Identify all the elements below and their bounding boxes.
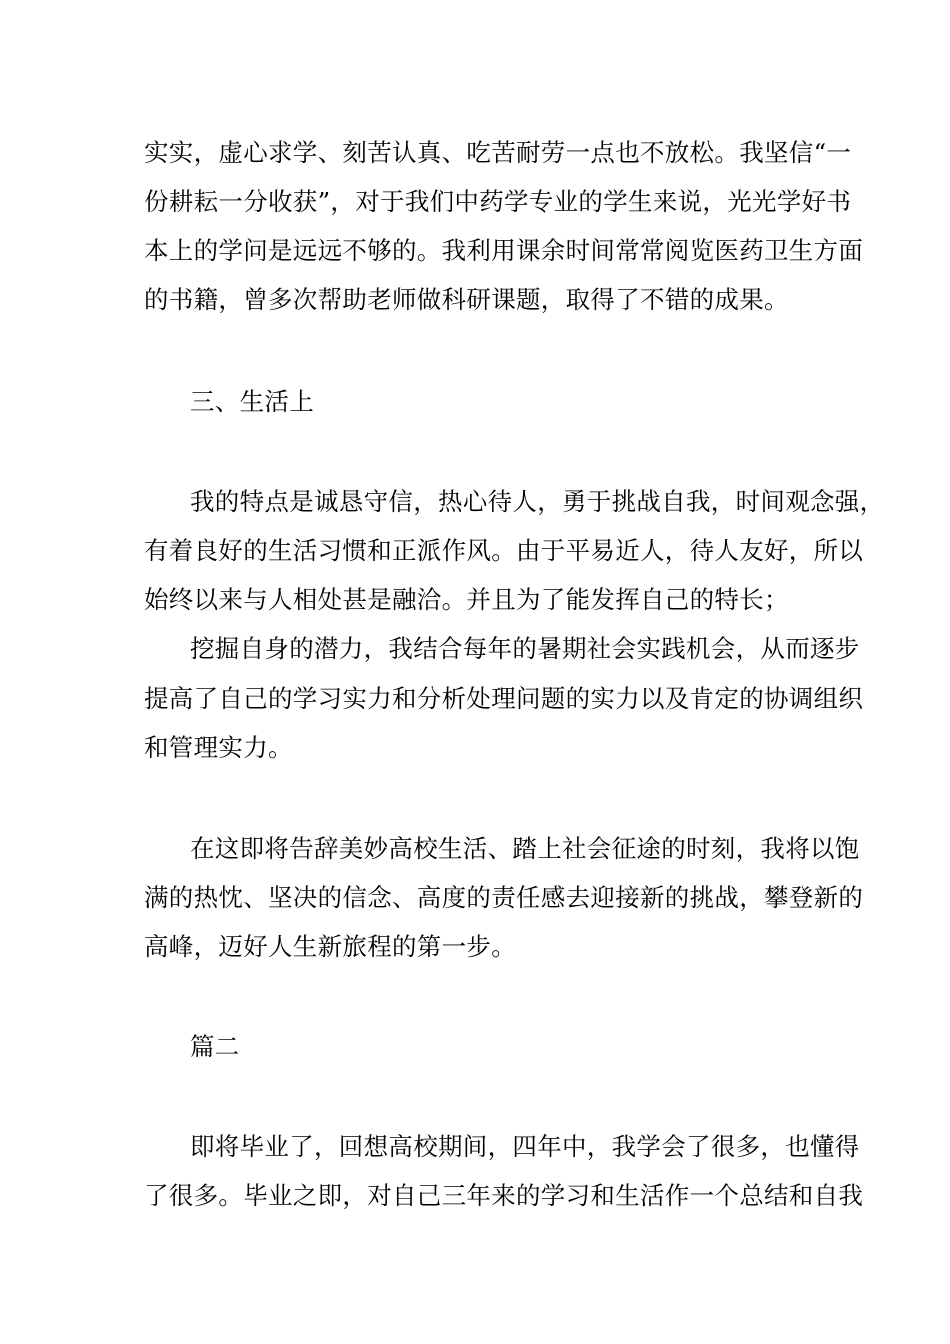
paragraph-line: 挖掘自身的潜力，我结合每年的暑期社会实践机会，从而逐步 [190,634,860,663]
section-heading: 篇二 [190,1032,240,1061]
paragraph-line: 始终以来与人相处甚是融洽。并且为了能发挥自己的特长； [144,585,789,614]
paragraph-line: 的书籍，曾多次帮助老师做科研课题，取得了不错的成果。 [144,285,789,314]
section-heading: 三、生活上 [190,387,314,416]
paragraph-line: 份耕耘一分收获”，对于我们中药学专业的学生来说，光光学好书 [144,187,852,216]
paragraph-line: 和管理实力。 [144,733,293,762]
paragraph-line: 满的热忱、坚决的信念、高度的责任感去迎接新的挑战，攀登新的 [144,883,864,912]
paragraph-line: 我的特点是诚恳守信，热心待人，勇于挑战自我，时间观念强， [190,487,885,516]
paragraph-line: 有着良好的生活习惯和正派作风。由于平易近人，待人友好，所以 [144,536,864,565]
paragraph-line: 本上的学问是远远不够的。我利用课余时间常常阅览医药卫生方面 [144,236,864,265]
paragraph-line: 了很多。毕业之即，对自己三年来的学习和生活作一个总结和自我 [144,1181,864,1210]
paragraph-line: 实实，虚心求学、刻苦认真、吃苦耐劳一点也不放松。我坚信“一 [144,138,852,167]
paragraph-line: 提高了自己的学习实力和分析处理问题的实力以及肯定的协调组织 [144,684,864,713]
paragraph-line: 即将毕业了，回想高校期间，四年中，我学会了很多，也懂得 [190,1132,860,1161]
paragraph-line: 高峰，迈好人生新旅程的第一步。 [144,932,516,961]
paragraph-line: 在这即将告辞美妙高校生活、踏上社会征途的时刻，我将以饱 [190,834,860,863]
